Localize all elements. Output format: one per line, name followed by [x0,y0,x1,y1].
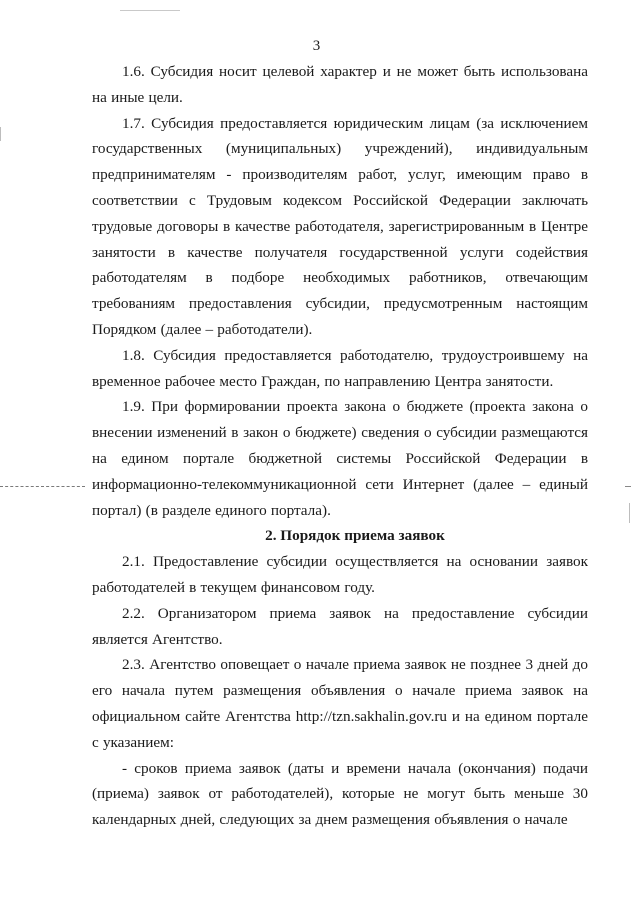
section-2-heading: 2. Порядок приема заявок [265,527,445,545]
paragraph-2-3-list-item: - сроков приема заявок (даты и времени начала (окончания) подачи (приема) заявок от работодателей), которые не могут быть меньше 30 календарных дней, следующих за днем размещения объявления о начале [92,759,588,829]
scan-artifact-top [120,10,180,11]
scan-artifact-dashed-line [0,486,85,487]
paragraph-2-1: 2.1. Предоставление субсидии осуществляется на основании заявок работодателей в текущем финансовом году. [92,553,588,596]
paragraph-1-7: 1.7. Субсидия предоставляется юридическим лицам (за исключением государственных (муниципальных) учреждений), индивидуальным предпринимателям - производителям работ, услуг, имеющим право в соответствии с Трудовым кодексом Российской Федерации заключать трудовые договоры в качестве работодателя, зарегистрированным в Центре занятости в качестве получателя государственной услуги содействия работодателям в подборе необходимых работников, отвечающим требованиям предоставления субсидии, предусмотренным настоящим Порядком (далее – работодатели). [92,114,588,338]
document-body [92,59,588,833]
page-number: 3 [312,38,321,54]
paragraph-2-2: 2.2. Организатором приема заявок на предоставление субсидии является Агентство. [92,604,588,648]
scan-artifact-right-edge [629,503,632,523]
scan-artifact-right [625,486,631,487]
paragraph-2-3: 2.3. Агентство оповещает о начале приема заявок не позднее 3 дней до его начала путем размещения объявления о начале приема заявок на официальном сайте Агентства http://tzn.sakhalin.gov.ru и на едином портале с указанием: [92,656,588,751]
paragraph-1-9: 1.9. При формировании проекта закона о бюджете (проекта закона о внесении изменений в закон о бюджете) сведения о субсидии размещаются на едином портале бюджетной системы Российской Федерации в информационно-телекоммуникационной сети Интернет (далее – единый портал) (в разделе единого портала). [92,398,588,519]
paragraph-1-8: 1.8. Субсидия предоставляется работодателю, трудоустроившему на временное рабочее место Граждан, по направлению Центра занятости. [92,346,588,390]
paragraph-1-6: 1.6. Субсидия носит целевой характер и не может быть использована на иные цели. [92,63,588,106]
scan-artifact-left [0,127,4,141]
